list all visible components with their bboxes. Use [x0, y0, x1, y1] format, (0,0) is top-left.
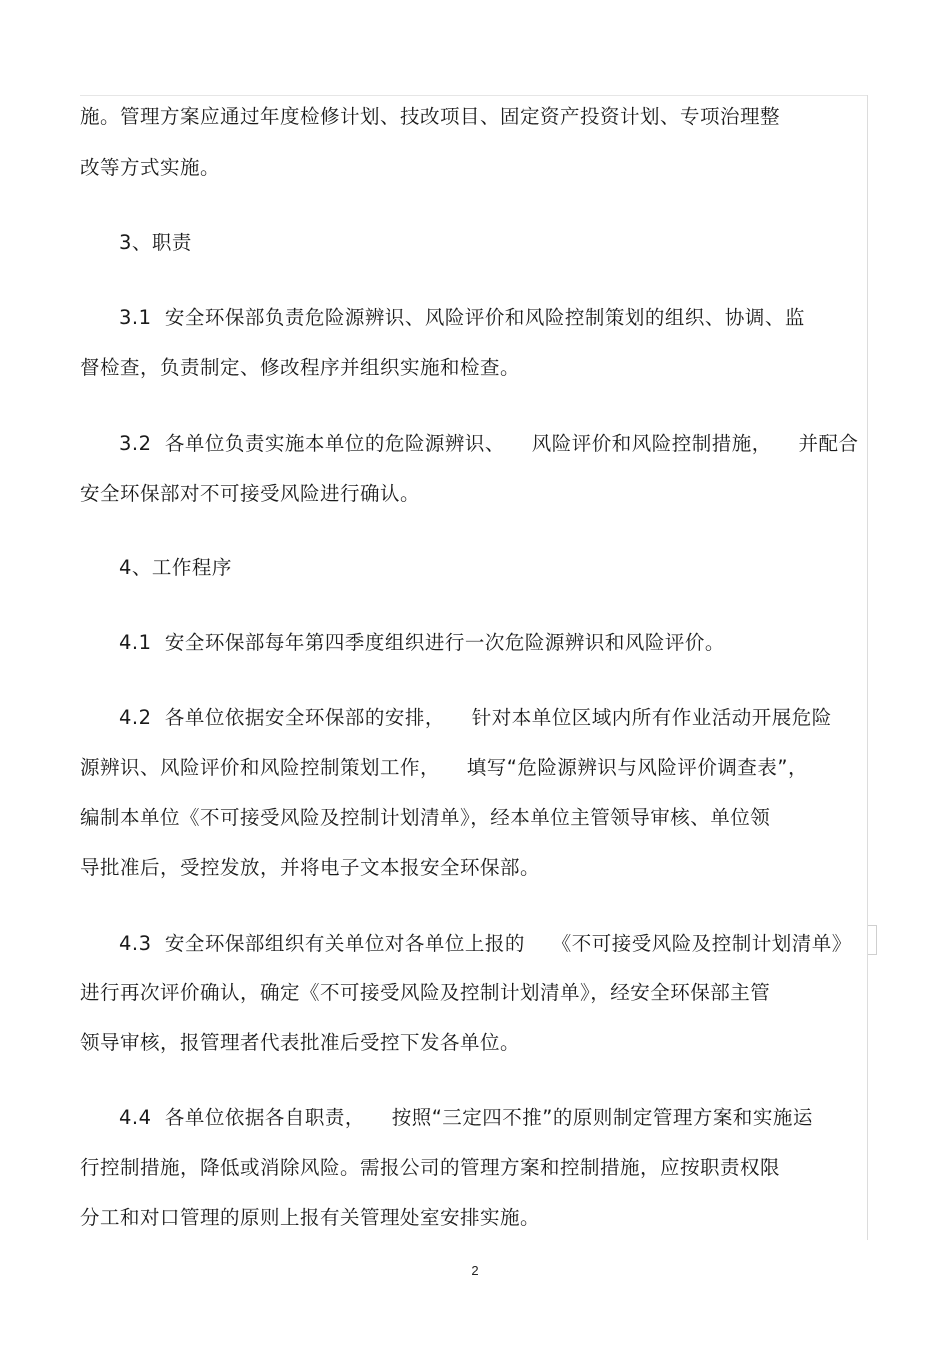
text-line: 4.1 安全环保部每年第四季度组织进行一次危险源辨识和风险评价。 — [119, 631, 725, 654]
page-frame-top-border — [80, 95, 868, 96]
text-line: 行控制措施，降低或消除风险。需报公司的管理方案和控制措施，应按职责权限 — [80, 1156, 781, 1179]
text-line: 3.1 安全环保部负责危险源辨识、风险评价和风险控制策划的组织、协调、监 — [119, 306, 805, 329]
text-line: 3.2 各单位负责实施本单位的危险源辨识、 风险评价和风险控制措施， 并配合 — [119, 432, 859, 455]
text-line: 编制本单位《不可接受风险及控制计划清单》，经本单位主管领导审核、单位领 — [80, 806, 771, 829]
text-line: 导批准后，受控发放，并将电子文本报安全环保部。 — [80, 856, 541, 879]
text-line: 分工和对口管理的原则上报有关管理处室安排实施。 — [80, 1206, 541, 1229]
text-line: 改等方式实施。 — [80, 156, 221, 179]
text-line: 督检查，负责制定、修改程序并组织实施和检查。 — [80, 356, 521, 379]
text-line: 施。管理方案应通过年度检修计划、技改项目、固定资产投资计划、专项治理整 — [80, 105, 781, 128]
section-heading: 4、工作程序 — [119, 556, 232, 579]
text-line: 安全环保部对不可接受风险进行确认。 — [80, 482, 421, 505]
margin-bracket-mark — [868, 925, 877, 955]
text-line: 4.4 各单位依据各自职责， 按照“三定四不推”的原则制定管理方案和实施运 — [119, 1106, 813, 1129]
text-line: 4.3 安全环保部组织有关单位对各单位上报的 《不可接受风险及控制计划清单》 — [119, 932, 852, 955]
page-frame-right-border — [867, 95, 868, 1240]
text-line: 领导审核，报管理者代表批准后受控下发各单位。 — [80, 1031, 521, 1054]
text-line: 进行再次评价确认，确定《不可接受风险及控制计划清单》，经安全环保部主管 — [80, 981, 771, 1004]
text-line: 源辨识、风险评价和风险控制策划工作， 填写“危险源辨识与风险评价调查表”， — [80, 756, 808, 779]
text-line: 4.2 各单位依据安全环保部的安排， 针对本单位区域内所有作业活动开展危险 — [119, 706, 832, 729]
page-number: 2 — [471, 1263, 479, 1278]
section-heading: 3、职责 — [119, 231, 192, 254]
